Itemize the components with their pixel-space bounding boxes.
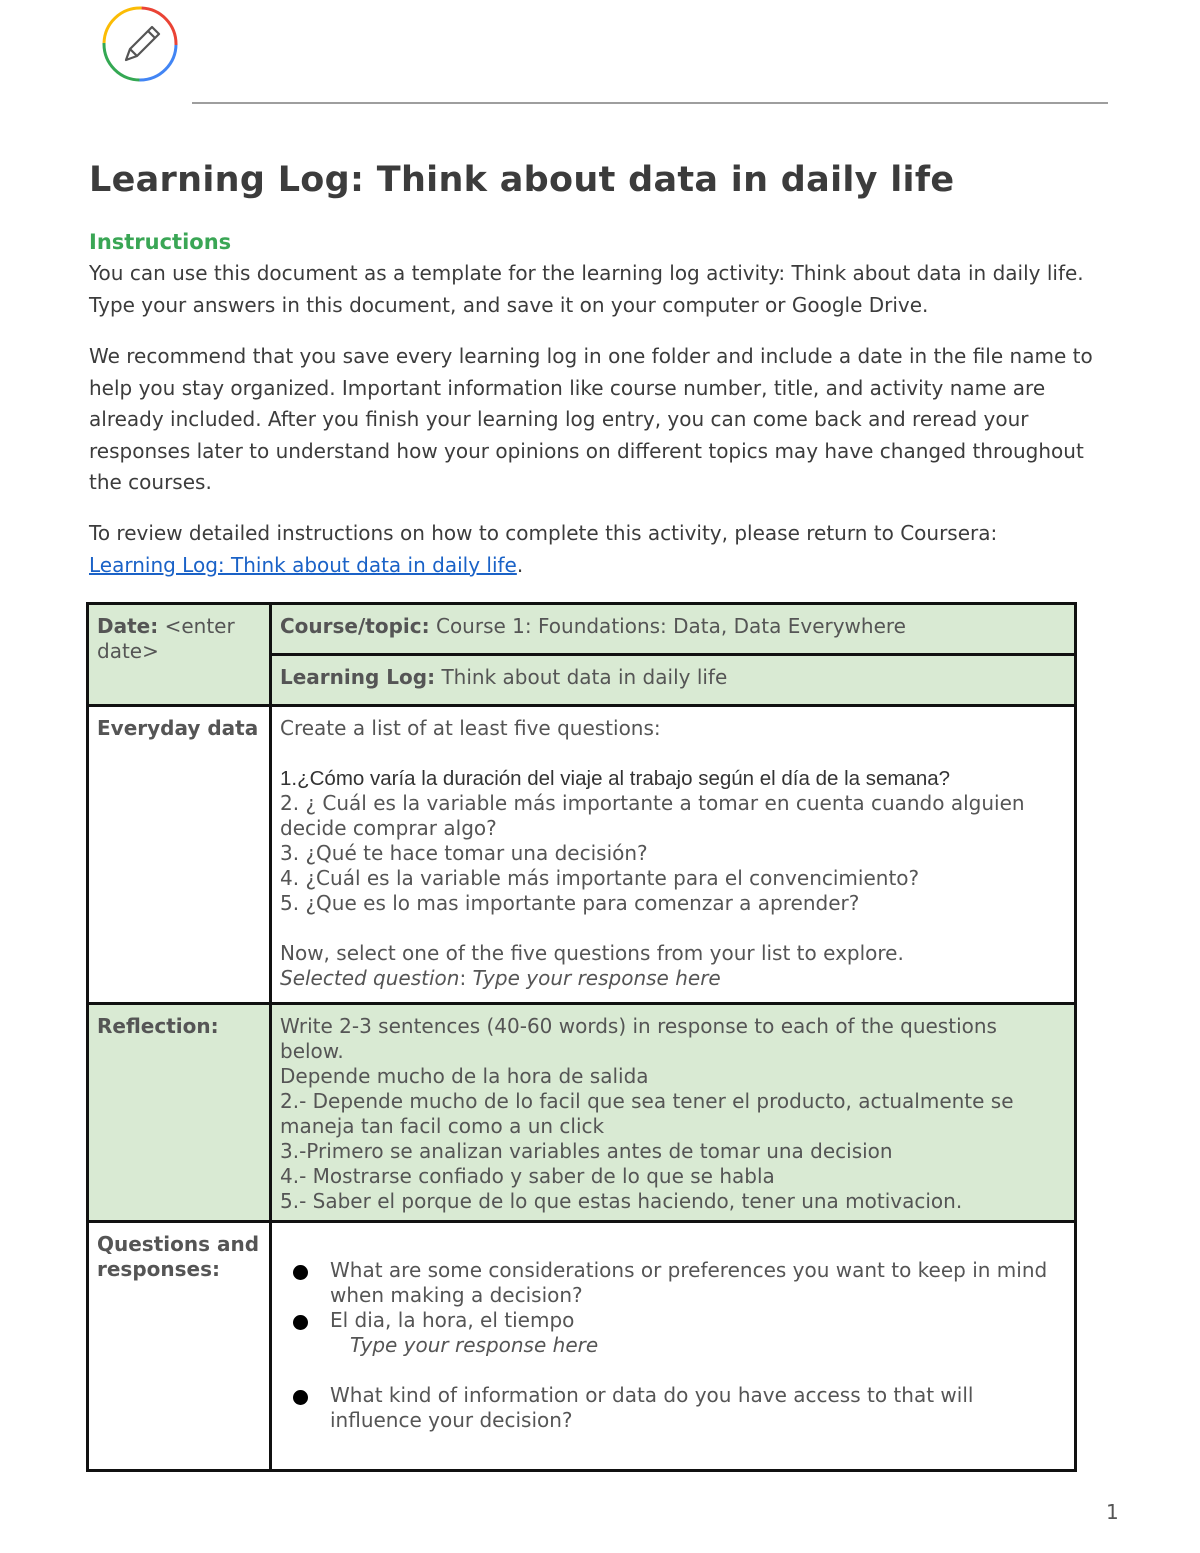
- selected-question-response[interactable]: Type your response here: [472, 966, 721, 990]
- date-value: <enter date>: [97, 614, 235, 663]
- instructions-paragraph-3: [89, 518, 1119, 581]
- everyday-data-cell[interactable]: [271, 706, 1076, 1004]
- course-topic-cell: [271, 604, 1076, 655]
- reflection-cell[interactable]: [271, 1004, 1076, 1222]
- reflection-response-4: 4.- Mostrarse confiado y saber de lo que se habla: [280, 1164, 775, 1188]
- question-4: 4. ¿Cuál es la variable más importante para el convencimiento?: [280, 866, 920, 890]
- page-title: Learning Log: Think about data in daily life: [89, 160, 955, 200]
- question-5: 5. ¿Que es lo mas importante para comenzar a aprender?: [280, 891, 860, 915]
- learning-log-table: [86, 602, 1077, 1472]
- select-instruction: Now, select one of the five questions from your list to explore.: [280, 941, 904, 965]
- questions-responses-label: Questions and responses:: [97, 1232, 260, 1281]
- everyday-data-label-cell: [88, 706, 271, 1004]
- header-rule: [192, 102, 1108, 104]
- bullet-icon: [293, 1390, 308, 1405]
- learning-log-cell: [271, 655, 1076, 706]
- instructions-heading: Instructions: [89, 230, 232, 254]
- page-number: 1: [1106, 1500, 1119, 1524]
- date-cell[interactable]: [88, 604, 271, 706]
- question-3: 3. ¿Qué te hace tomar una decisión?: [280, 841, 648, 865]
- bullet-icon: [293, 1265, 308, 1280]
- reflection-response-3: 3.-Primero se analizan variables antes de tomar una decision: [280, 1139, 893, 1163]
- question-1: 1.¿Cómo varía la duración del viaje al trabajo según el día de la semana?: [280, 767, 951, 790]
- instructions-paragraph-1: You can use this document as a template for the learning log activity: Think about data in daily life. Type your answers in this document, and save it on your computer or Google Drive.: [89, 261, 1084, 317]
- learning-log-value: Think about data in daily life: [441, 665, 728, 689]
- list-item: What are some considerations or preferences you want to keep in mind when making a decision?: [330, 1258, 1066, 1308]
- selected-question-label: Selected question: [280, 966, 460, 990]
- reflection-prompt: Write 2-3 sentences (40-60 words) in response to each of the questions below.: [280, 1014, 997, 1063]
- questions-list: [280, 1258, 1066, 1333]
- course-topic-value: Course 1: Foundations: Data, Data Everywhere: [435, 614, 906, 638]
- questions-responses-label-cell: [88, 1222, 271, 1471]
- reflection-response-5: 5.- Saber el porque de lo que estas haciendo, tener una motivacion.: [280, 1189, 963, 1213]
- reflection-response-1: Depende mucho de la hora de salida: [280, 1064, 649, 1088]
- pencil-icon: [90, 0, 188, 98]
- logo: [90, 0, 188, 98]
- list-item: El dia, la hora, el tiempo: [330, 1308, 1066, 1333]
- reflection-response-2: 2.- Depende mucho de lo facil que sea tener el producto, actualmente se maneja tan facil como a un click: [280, 1089, 1014, 1138]
- questions-responses-cell[interactable]: [271, 1222, 1076, 1471]
- response-placeholder[interactable]: Type your response here: [350, 1333, 599, 1357]
- selected-question-colon: :: [459, 966, 473, 990]
- instructions-paragraph-2: We recommend that you save every learning log in one folder and include a date in the file name to help you stay organized. Important information like course number, title, and activity name are already included. After you finish your learning log entry, you can come back and reread your responses later to understand how your opinions on different topics may have changed throughout the courses.: [89, 344, 1093, 494]
- list-item: What kind of information or data do you have access to that will influence your decision?: [330, 1383, 1066, 1433]
- bullet-icon: [293, 1315, 308, 1330]
- selected-question-line: [280, 966, 1066, 991]
- coursera-activity-link[interactable]: Learning Log: Think about data in daily life: [89, 552, 517, 577]
- reflection-label-cell: [88, 1004, 271, 1222]
- everyday-intro: Create a list of at least five questions:: [280, 716, 661, 740]
- course-topic-label: Course/topic:: [280, 614, 430, 638]
- everyday-data-label: Everyday data: [97, 716, 259, 740]
- questions-list-2: [280, 1383, 1066, 1433]
- learning-log-label: Learning Log:: [280, 665, 436, 689]
- instructions-p3-end: .: [516, 552, 524, 577]
- date-label: Date:: [97, 614, 159, 638]
- question-2: 2. ¿ Cuál es la variable más importante a tomar en cuenta cuando alguien decide comprar algo?: [280, 791, 1025, 840]
- instructions-p3-text: To review detailed instructions on how to complete this activity, please return to Coursera:: [89, 521, 998, 545]
- reflection-label: Reflection:: [97, 1014, 219, 1038]
